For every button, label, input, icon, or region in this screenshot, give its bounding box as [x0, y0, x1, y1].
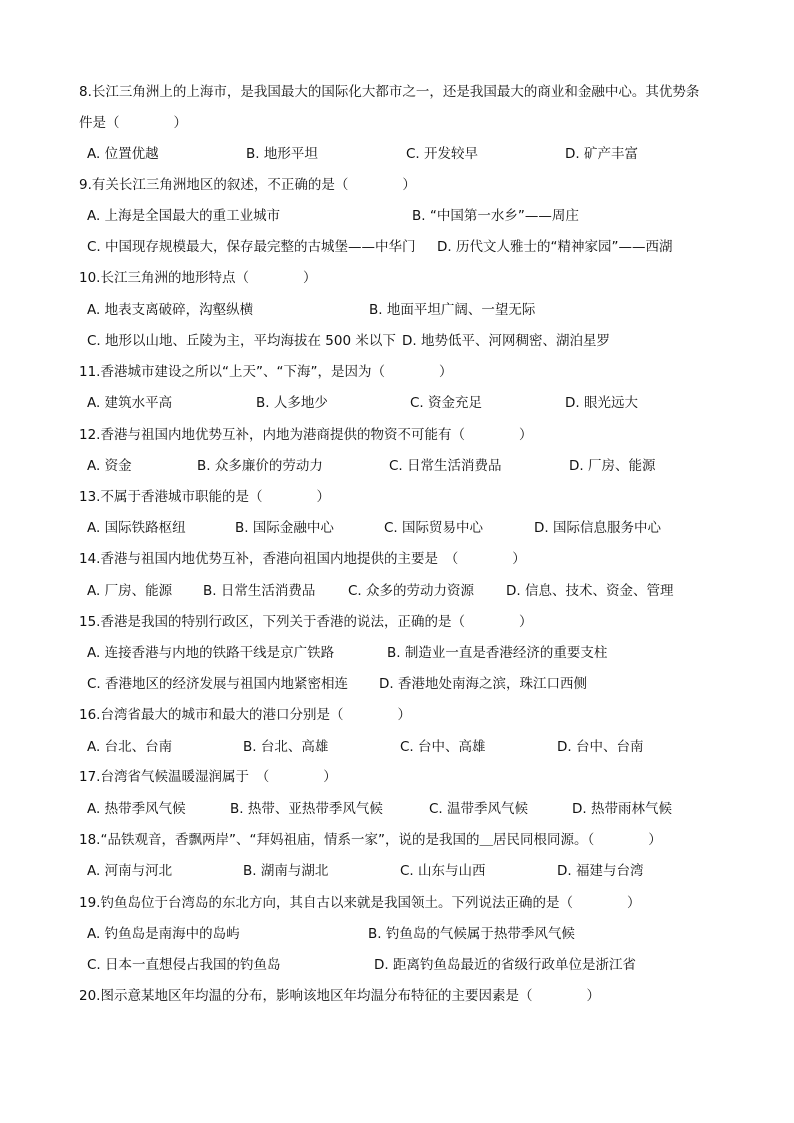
answer-option: B. 地面平坦广阔、一望无际	[369, 302, 536, 318]
answer-option: A. 厂房、能源	[87, 583, 173, 599]
answer-option: D. 眼光远大	[565, 395, 638, 411]
answer-option: B. “中国第一水乡”——周庄	[412, 208, 579, 224]
answer-option: C. 国际贸易中心	[384, 520, 484, 536]
question-stem: 16.台湾省最大的城市和最大的港口分别是（ ）	[79, 707, 411, 723]
answer-option: B. 钓鱼岛的气候属于热带季风气候	[368, 926, 575, 942]
answer-option: A. 连接香港与内地的铁路干线是京广铁路	[87, 645, 335, 661]
answer-option: B. 制造业一直是香港经济的重要支柱	[387, 645, 608, 661]
answer-option: D. 矿产丰富	[565, 146, 638, 162]
question-stem: 15.香港是我国的特别行政区，下列关于香港的说法，正确的是（ ）	[79, 614, 533, 630]
answer-option: B. 热带、亚热带季风气候	[230, 801, 383, 817]
answer-option: D. 历代文人雅士的“精神家园”——西湖	[437, 239, 673, 255]
answer-option: A. 资金	[87, 458, 132, 474]
question-stem: 件是（ ）	[79, 115, 187, 131]
answer-option: B. 台北、高雄	[243, 739, 329, 755]
answer-option: C. 众多的劳动力资源	[348, 583, 475, 599]
answer-option: C. 山东与山西	[400, 863, 486, 879]
answer-option: A. 热带季风气候	[87, 801, 186, 817]
answer-option: A. 国际铁路枢纽	[87, 520, 186, 536]
answer-option: C. 日常生活消费品	[389, 458, 502, 474]
answer-option: C. 地形以山地、丘陵为主，平均海拔在 500 米以下	[87, 333, 396, 349]
question-stem: 18.“品铁观音，香飘两岸”、“拜妈祖庙，情系一家”，说的是我国的＿居民同根同源。（ ）	[79, 832, 662, 848]
answer-option: A. 位置优越	[87, 146, 159, 162]
question-stem: 12.香港与祖国内地优势互补，内地为港商提供的物资不可能有（ ）	[79, 427, 533, 443]
answer-option: D. 福建与台湾	[557, 863, 644, 879]
answer-option: B. 湖南与湖北	[243, 863, 329, 879]
answer-option: A. 上海是全国最大的重工业城市	[87, 208, 281, 224]
question-stem: 9.有关长江三角洲地区的叙述，不正确的是（ ）	[79, 177, 416, 193]
answer-option: C. 香港地区的经济发展与祖国内地紧密相连	[87, 676, 349, 692]
answer-option: D. 地势低平、河网稠密、湖泊星罗	[402, 333, 610, 349]
question-stem: 10.长江三角洲的地形特点（ ）	[79, 270, 317, 286]
answer-option: C. 温带季风气候	[429, 801, 529, 817]
answer-option: D. 香港地处南海之滨，珠江口西侧	[379, 676, 587, 692]
answer-option: B. 众多廉价的劳动力	[197, 458, 323, 474]
question-stem: 8.长江三角洲上的上海市，是我国最大的国际化大都市之一，还是我国最大的商业和金融中心。其优势条	[79, 84, 700, 100]
answer-option: B. 日常生活消费品	[203, 583, 316, 599]
question-stem: 20.图示意某地区年均温的分布，影响该地区年均温分布特征的主要因素是（ ）	[79, 988, 600, 1004]
question-stem: 14.香港与祖国内地优势互补，香港向祖国内地提供的主要是 （ ）	[79, 551, 526, 567]
answer-option: A. 河南与河北	[87, 863, 173, 879]
answer-option: D. 距离钓鱼岛最近的省级行政单位是浙江省	[374, 957, 636, 973]
question-stem: 19.钓鱼岛位于台湾岛的东北方向，其自古以来就是我国领土。下列说法正确的是（ ）	[79, 895, 641, 911]
answer-option: C. 开发较早	[406, 146, 479, 162]
answer-option: A. 建筑水平高	[87, 395, 173, 411]
answer-option: D. 信息、技术、资金、管理	[506, 583, 674, 599]
answer-option: D. 国际信息服务中心	[534, 520, 661, 536]
answer-option: D. 厂房、能源	[569, 458, 656, 474]
answer-option: A. 钓鱼岛是南海中的岛屿	[87, 926, 240, 942]
answer-option: A. 地表支离破碎，沟壑纵横	[87, 302, 254, 318]
answer-option: C. 日本一直想侵占我国的钓鱼岛	[87, 957, 281, 973]
question-stem: 13.不属于香港城市职能的是（ ）	[79, 489, 330, 505]
answer-option: B. 人多地少	[256, 395, 328, 411]
answer-option: C. 资金充足	[410, 395, 483, 411]
answer-option: D. 台中、台南	[557, 739, 644, 755]
question-stem: 17.台湾省气候温暖湿润属于 （ ）	[79, 769, 337, 785]
answer-option: B. 地形平坦	[246, 146, 318, 162]
answer-option: A. 台北、台南	[87, 739, 173, 755]
answer-option: B. 国际金融中心	[235, 520, 334, 536]
question-stem: 11.香港城市建设之所以“上天”、“下海”，是因为（ ）	[79, 364, 453, 380]
answer-option: C. 台中、高雄	[400, 739, 486, 755]
answer-option: D. 热带雨林气候	[572, 801, 672, 817]
answer-option: C. 中国现存规模最大，保存最完整的古城堡——中华门	[87, 239, 416, 255]
